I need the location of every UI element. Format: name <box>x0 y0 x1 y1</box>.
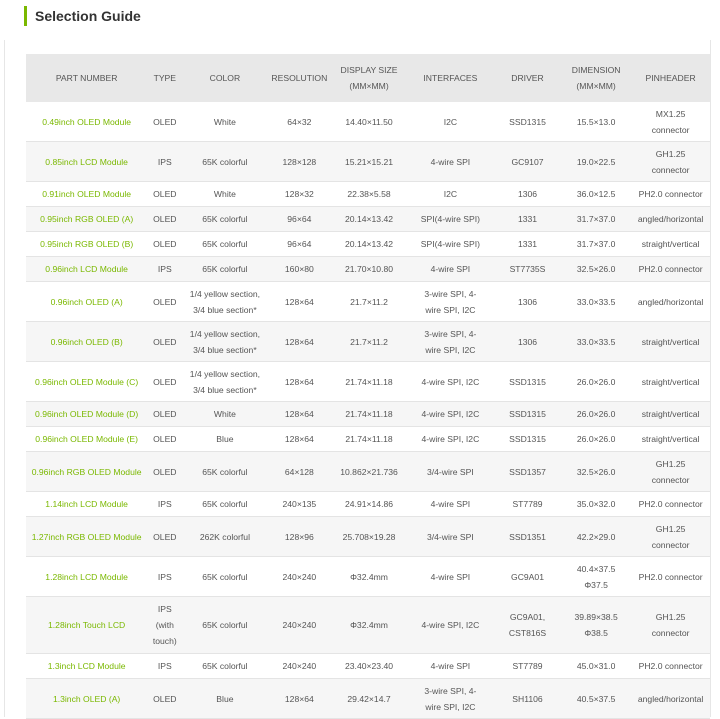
interfaces-cell: 4-wire SPI <box>407 142 494 182</box>
pinheader-cell: straight/vertical <box>631 427 710 452</box>
pinheader-cell: angled/horizontal <box>631 679 710 719</box>
display-size-cell: 10.862×21.736 <box>331 452 407 492</box>
type-cell: OLED <box>147 679 182 719</box>
interfaces-cell: 4-wire SPI <box>407 492 494 517</box>
resolution-cell: 240×135 <box>267 492 331 517</box>
interfaces-cell: 4-wire SPI <box>407 257 494 282</box>
display-size-cell: 21.74×11.18 <box>331 427 407 452</box>
type-cell: IPS <box>147 142 182 182</box>
color-cell: 1/4 yellow section, 3/4 blue section* <box>182 282 267 322</box>
driver-cell: 1306 <box>494 182 561 207</box>
header-driver: DRIVER <box>494 54 561 102</box>
resolution-cell: 128×64 <box>267 322 331 362</box>
resolution-cell: 96×64 <box>267 232 331 257</box>
dimension-cell: 35.0×32.0 <box>561 492 631 517</box>
header-row <box>26 54 710 102</box>
interfaces-cell: 4-wire SPI, I2C <box>407 427 494 452</box>
dimension-cell: 45.0×31.0 <box>561 654 631 679</box>
color-cell: 65K colorful <box>182 207 267 232</box>
table-row <box>26 102 710 142</box>
table-row <box>26 402 710 427</box>
resolution-cell: 128×64 <box>267 679 331 719</box>
color-cell: White <box>182 102 267 142</box>
resolution-cell: 96×64 <box>267 207 331 232</box>
display-size-cell: 20.14×13.42 <box>331 232 407 257</box>
header-display-size: DISPLAY SIZE (MM×MM) <box>331 54 407 102</box>
dimension-cell: 15.5×13.0 <box>561 102 631 142</box>
header-pinheader: PINHEADER <box>631 54 710 102</box>
header-interfaces: INTERFACES <box>407 54 494 102</box>
table-row <box>26 142 710 182</box>
selection-guide-table <box>26 54 710 719</box>
resolution-cell: 128×64 <box>267 362 331 402</box>
pinheader-cell: straight/vertical <box>631 232 710 257</box>
type-cell: IPS <box>147 557 182 597</box>
color-cell: White <box>182 402 267 427</box>
dimension-cell: 32.5×26.0 <box>561 257 631 282</box>
display-size-cell: 20.14×13.42 <box>331 207 407 232</box>
color-cell: 65K colorful <box>182 452 267 492</box>
color-cell: 1/4 yellow section, 3/4 blue section* <box>182 322 267 362</box>
pinheader-cell: straight/vertical <box>631 402 710 427</box>
type-cell: OLED <box>147 322 182 362</box>
table-row <box>26 257 710 282</box>
part-number-cell[interactable]: 0.49inch OLED Module <box>26 102 147 142</box>
part-number-cell[interactable]: 0.96inch LCD Module <box>26 257 147 282</box>
display-size-cell: 29.42×14.7 <box>331 679 407 719</box>
driver-cell: 1331 <box>494 207 561 232</box>
table-row <box>26 362 710 402</box>
part-number-cell[interactable]: 1.27inch RGB OLED Module <box>26 517 147 557</box>
type-cell: OLED <box>147 427 182 452</box>
pinheader-cell: angled/horizontal <box>631 207 710 232</box>
table-row <box>26 182 710 207</box>
type-cell: IPS (with touch) <box>147 597 182 654</box>
pinheader-cell: GH1.25 connector <box>631 517 710 557</box>
content-border-right <box>710 40 711 717</box>
driver-cell: SSD1315 <box>494 427 561 452</box>
type-cell: OLED <box>147 362 182 402</box>
resolution-cell: 64×128 <box>267 452 331 492</box>
type-cell: OLED <box>147 182 182 207</box>
resolution-cell: 240×240 <box>267 654 331 679</box>
color-cell: 65K colorful <box>182 142 267 182</box>
type-cell: OLED <box>147 282 182 322</box>
display-size-cell: 15.21×15.21 <box>331 142 407 182</box>
driver-cell: SSD1357 <box>494 452 561 492</box>
dimension-cell: 42.2×29.0 <box>561 517 631 557</box>
table-row <box>26 517 710 557</box>
display-size-cell: 24.91×14.86 <box>331 492 407 517</box>
part-number-cell[interactable]: 1.28inch LCD Module <box>26 557 147 597</box>
interfaces-cell: 4-wire SPI, I2C <box>407 362 494 402</box>
section-title: Selection Guide <box>24 6 141 26</box>
part-number-cell[interactable]: 1.3inch LCD Module <box>26 654 147 679</box>
color-cell: 65K colorful <box>182 257 267 282</box>
pinheader-cell: PH2.0 connector <box>631 557 710 597</box>
interfaces-cell: 3-wire SPI, 4- wire SPI, I2C <box>407 282 494 322</box>
type-cell: OLED <box>147 402 182 427</box>
display-size-cell: 14.40×11.50 <box>331 102 407 142</box>
header-resolution: RESOLUTION <box>267 54 331 102</box>
color-cell: 65K colorful <box>182 492 267 517</box>
driver-cell: 1306 <box>494 282 561 322</box>
part-number-cell[interactable]: 0.96inch OLED (A) <box>26 282 147 322</box>
pinheader-cell: GH1.25 connector <box>631 142 710 182</box>
type-cell: OLED <box>147 102 182 142</box>
driver-cell: GC9A01 <box>494 557 561 597</box>
part-number-cell[interactable]: 0.91inch OLED Module <box>26 182 147 207</box>
resolution-cell: 128×96 <box>267 517 331 557</box>
dimension-cell: 31.7×37.0 <box>561 207 631 232</box>
driver-cell: 1331 <box>494 232 561 257</box>
table-row <box>26 654 710 679</box>
pinheader-cell: MX1.25 connector <box>631 102 710 142</box>
type-cell: IPS <box>147 257 182 282</box>
interfaces-cell: SPI(4-wire SPI) <box>407 207 494 232</box>
dimension-cell: 40.5×37.5 <box>561 679 631 719</box>
dimension-cell: 36.0×12.5 <box>561 182 631 207</box>
driver-cell: ST7735S <box>494 257 561 282</box>
color-cell: 65K colorful <box>182 232 267 257</box>
resolution-cell: 160×80 <box>267 257 331 282</box>
part-number-cell[interactable]: 1.28inch Touch LCD <box>26 597 147 654</box>
color-cell: 65K colorful <box>182 654 267 679</box>
table-body <box>26 102 710 719</box>
pinheader-cell: GH1.25 connector <box>631 452 710 492</box>
display-size-cell: 21.7×11.2 <box>331 322 407 362</box>
table-row <box>26 282 710 322</box>
type-cell: OLED <box>147 517 182 557</box>
part-number-cell[interactable]: 0.95inch RGB OLED (B) <box>26 232 147 257</box>
interfaces-cell: 3/4-wire SPI <box>407 452 494 492</box>
part-number-cell[interactable]: 0.85inch LCD Module <box>26 142 147 182</box>
part-number-cell[interactable]: 0.96inch RGB OLED Module <box>26 452 147 492</box>
dimension-cell: 33.0×33.5 <box>561 282 631 322</box>
dimension-cell: 33.0×33.5 <box>561 322 631 362</box>
header-color: COLOR <box>182 54 267 102</box>
dimension-cell: 32.5×26.0 <box>561 452 631 492</box>
color-cell: 262K colorful <box>182 517 267 557</box>
part-number-cell[interactable]: 0.96inch OLED Module (D) <box>26 402 147 427</box>
table-row <box>26 557 710 597</box>
resolution-cell: 240×240 <box>267 597 331 654</box>
display-size-cell: 25.708×19.28 <box>331 517 407 557</box>
pinheader-cell: angled/horizontal <box>631 282 710 322</box>
color-cell: 1/4 yellow section, 3/4 blue section* <box>182 362 267 402</box>
dimension-cell: 26.0×26.0 <box>561 402 631 427</box>
interfaces-cell: 4-wire SPI, I2C <box>407 402 494 427</box>
display-size-cell: 21.7×11.2 <box>331 282 407 322</box>
dimension-cell: 26.0×26.0 <box>561 362 631 402</box>
interfaces-cell: 3/4-wire SPI <box>407 517 494 557</box>
display-size-cell: 21.70×10.80 <box>331 257 407 282</box>
interfaces-cell: I2C <box>407 182 494 207</box>
type-cell: OLED <box>147 207 182 232</box>
pinheader-cell: GH1.25 connector <box>631 597 710 654</box>
driver-cell: 1306 <box>494 322 561 362</box>
display-size-cell: Φ32.4mm <box>331 557 407 597</box>
display-size-cell: 21.74×11.18 <box>331 362 407 402</box>
type-cell: OLED <box>147 232 182 257</box>
table-row <box>26 452 710 492</box>
interfaces-cell: 3-wire SPI, 4- wire SPI, I2C <box>407 679 494 719</box>
resolution-cell: 240×240 <box>267 557 331 597</box>
interfaces-cell: 4-wire SPI, I2C <box>407 597 494 654</box>
driver-cell: SSD1351 <box>494 517 561 557</box>
part-number-cell[interactable]: 0.96inch OLED Module (C) <box>26 362 147 402</box>
pinheader-cell: PH2.0 connector <box>631 257 710 282</box>
resolution-cell: 128×64 <box>267 402 331 427</box>
display-size-cell: 21.74×11.18 <box>331 402 407 427</box>
dimension-cell: 40.4×37.5 Φ37.5 <box>561 557 631 597</box>
driver-cell: GC9A01, CST816S <box>494 597 561 654</box>
table-row <box>26 232 710 257</box>
pinheader-cell: PH2.0 connector <box>631 492 710 517</box>
pinheader-cell: straight/vertical <box>631 362 710 402</box>
header-type: TYPE <box>147 54 182 102</box>
driver-cell: ST7789 <box>494 492 561 517</box>
driver-cell: SH1106 <box>494 679 561 719</box>
dimension-cell: 39.89×38.5 Φ38.5 <box>561 597 631 654</box>
driver-cell: GC9107 <box>494 142 561 182</box>
table-row <box>26 322 710 362</box>
header-part-number: PART NUMBER <box>26 54 147 102</box>
table-row <box>26 492 710 517</box>
pinheader-cell: PH2.0 connector <box>631 182 710 207</box>
resolution-cell: 64×32 <box>267 102 331 142</box>
pinheader-cell: PH2.0 connector <box>631 654 710 679</box>
resolution-cell: 128×64 <box>267 427 331 452</box>
table-row <box>26 597 710 654</box>
display-size-cell: 23.40×23.40 <box>331 654 407 679</box>
type-cell: IPS <box>147 492 182 517</box>
type-cell: OLED <box>147 452 182 492</box>
color-cell: 65K colorful <box>182 597 267 654</box>
interfaces-cell: 4-wire SPI <box>407 557 494 597</box>
pinheader-cell: straight/vertical <box>631 322 710 362</box>
driver-cell: ST7789 <box>494 654 561 679</box>
interfaces-cell: 4-wire SPI <box>407 654 494 679</box>
part-number-cell[interactable]: 1.14inch LCD Module <box>26 492 147 517</box>
resolution-cell: 128×128 <box>267 142 331 182</box>
dimension-cell: 19.0×22.5 <box>561 142 631 182</box>
table-header <box>26 54 710 102</box>
header-dimension: DIMENSION (MM×MM) <box>561 54 631 102</box>
content-border-left <box>4 40 5 717</box>
color-cell: White <box>182 182 267 207</box>
interfaces-cell: 3-wire SPI, 4- wire SPI, I2C <box>407 322 494 362</box>
color-cell: 65K colorful <box>182 557 267 597</box>
resolution-cell: 128×32 <box>267 182 331 207</box>
dimension-cell: 31.7×37.0 <box>561 232 631 257</box>
dimension-cell: 26.0×26.0 <box>561 427 631 452</box>
table-row <box>26 679 710 719</box>
color-cell: Blue <box>182 679 267 719</box>
part-number-cell[interactable]: 1.3inch OLED (A) <box>26 679 147 719</box>
type-cell: IPS <box>147 654 182 679</box>
display-size-cell: 22.38×5.58 <box>331 182 407 207</box>
display-size-cell: Φ32.4mm <box>331 597 407 654</box>
table-row <box>26 207 710 232</box>
interfaces-cell: SPI(4-wire SPI) <box>407 232 494 257</box>
driver-cell: SSD1315 <box>494 362 561 402</box>
interfaces-cell: I2C <box>407 102 494 142</box>
part-number-cell[interactable]: 0.95inch RGB OLED (A) <box>26 207 147 232</box>
part-number-cell[interactable]: 0.96inch OLED Module (E) <box>26 427 147 452</box>
driver-cell: SSD1315 <box>494 402 561 427</box>
color-cell: Blue <box>182 427 267 452</box>
table-row <box>26 427 710 452</box>
part-number-cell[interactable]: 0.96inch OLED (B) <box>26 322 147 362</box>
driver-cell: SSD1315 <box>494 102 561 142</box>
resolution-cell: 128×64 <box>267 282 331 322</box>
